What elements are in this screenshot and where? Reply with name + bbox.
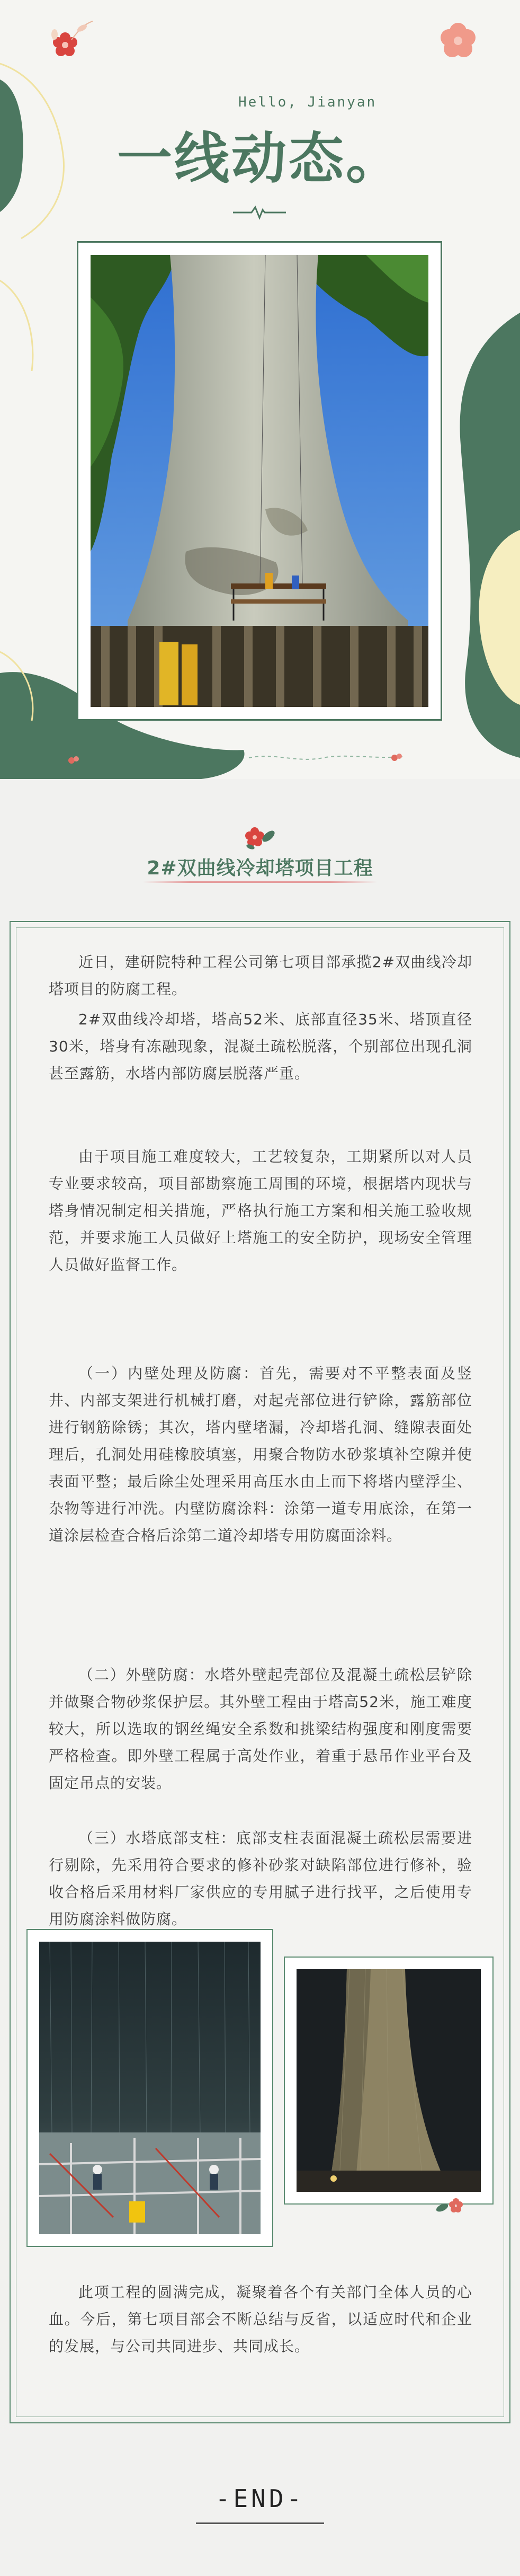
cooling-tower-photo [91, 255, 428, 707]
end-marker: -END- [215, 2484, 305, 2513]
title-underline [143, 881, 377, 883]
page-headline: 一线动态。 [116, 126, 403, 191]
flower-icon [387, 750, 408, 766]
article-paragraph: 近日，建研院特种工程公司第七项目部承揽2#双曲线冷却塔项目的防腐工程。 [49, 953, 472, 998]
flower-icon [434, 17, 482, 65]
flower-sprig-icon [432, 2193, 469, 2219]
greeting-text: Hello, Jianyan [238, 94, 377, 110]
flower-sprig-icon [239, 820, 281, 852]
photo-frame [77, 241, 442, 721]
article-paragraph: （三）水塔底部支柱：底部支柱表面混凝土疏松层需要进行剔除，先采用符合要求的修补砂浆对缺陷部位进行修补，验收合格后采用材料厂家供应的专用腻子进行找平，之后使用专用防腐涂料做防腐。 [49, 1829, 472, 1928]
article-paragraph: （二）外壁防腐：水塔外壁起壳部位及混凝土疏松层铲除并做聚合物砂浆保护层。其外壁工程由于塔高52米，施工难度较大，所以选取的钢丝绳安全系数和挑梁结构强度和刚度需要严格检查。即外壁工程属于高处作业，着重于悬吊作业平台及固定吊点的安装。 [49, 1666, 472, 1792]
end-divider [196, 2522, 324, 2524]
article-paragraph: 2#双曲线冷却塔，塔高52米、底部直径35米、塔顶直径30米，塔身有冻融现象，混凝土疏松脱落，个别部位出现孔洞甚至露筋，水塔内部防腐层脱落严重。 [49, 1011, 472, 1082]
article-closing-paragraph: 此项工程的圆满完成，凝聚着各个有关部门全体人员的心血。今后，第七项目部会不断总结与反省，以适应时代和企业的发展，与公司共同进步、共同成长。 [49, 2283, 472, 2355]
section-title: 2#双曲线冷却塔项目工程 [147, 857, 373, 879]
tower-interior-photo [39, 1942, 261, 2234]
heartbeat-icon [233, 205, 286, 220]
article-paragraph: （一）内壁处理及防腐：首先，需要对不平整表面及竖井、内部支架进行机械打磨，对起壳部位进行铲除，露筋部位进行钢筋除锈；其次，塔内壁堵漏，冷却塔孔洞、缝隙表面处理后，孔洞处用硅橡胶填塞，用聚合物防水砂浆填补空隙并使表面平整；最后除尘处理采用高压水由上而下将塔内壁浮尘、杂物等进行冲洗。内壁防腐涂料：涂第一道专用底涂，在第一道涂层检查合格后涂第二道冷却塔专用防腐面涂料。 [49, 1365, 472, 1544]
photo-frame [26, 1929, 273, 2247]
article-paragraph: 由于项目施工难度较大，工艺较复杂，工期紧所以对人员专业要求较高，项目部勘察施工周围的环境，根据塔内现状与塔身情况制定相关措施，严格执行施工方案和相关施工验收规范，并要求施工人员做好上塔施工的安全防护，现场安全管理人员做好监督工作。 [49, 1148, 472, 1273]
tower-exterior-night-photo [297, 1969, 481, 2192]
flower-icon [64, 753, 85, 768]
header-banner [0, 0, 520, 779]
flower-icon [50, 13, 98, 72]
photo-frame [284, 1957, 494, 2205]
